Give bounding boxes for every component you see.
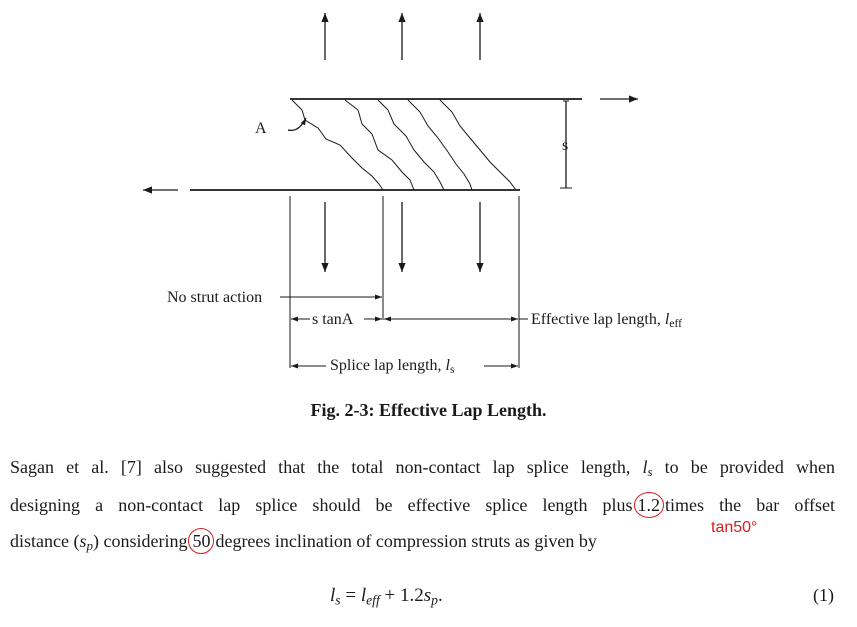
figure-caption: Fig. 2-3: Effective Lap Length.	[310, 400, 547, 420]
crack-3	[378, 100, 444, 190]
paragraph-line-3: distance $(s_p)$ considering 50 degrees inclination of compression struts as given by	[10, 532, 835, 553]
crack-1	[292, 100, 383, 190]
crack-4	[408, 100, 472, 190]
paragraph-line-2: designing a non-contact lap splice should be effective splice length plus 1.2 times the bar offset	[10, 496, 835, 514]
no-strut-label: No strut action	[167, 289, 263, 306]
paragraph-line-1: Sagan et al. [7] also suggested that the total non-contact lap splice length, $l_s$ to be provided when	[10, 457, 835, 480]
s-label: s	[562, 137, 569, 154]
crack-5	[440, 100, 516, 190]
equation: $l_s = l_{eff} + 1.2s_p$.	[330, 585, 443, 608]
equation-number: (1)	[813, 585, 834, 605]
circled-value-1-2: 1.2	[634, 492, 665, 518]
tan50-annotation: tan50°	[711, 519, 758, 536]
angle-label: A	[255, 120, 267, 137]
effective-lap-label: Effective lap length, $l_{eff}$	[531, 311, 682, 330]
stana-label: s tanA	[312, 311, 354, 328]
circled-value-50: 50	[188, 528, 214, 554]
splice-lap-label: Splice lap length, $l_s$	[330, 357, 455, 376]
angle-a-pointer	[288, 118, 306, 130]
crack-2	[345, 100, 414, 190]
